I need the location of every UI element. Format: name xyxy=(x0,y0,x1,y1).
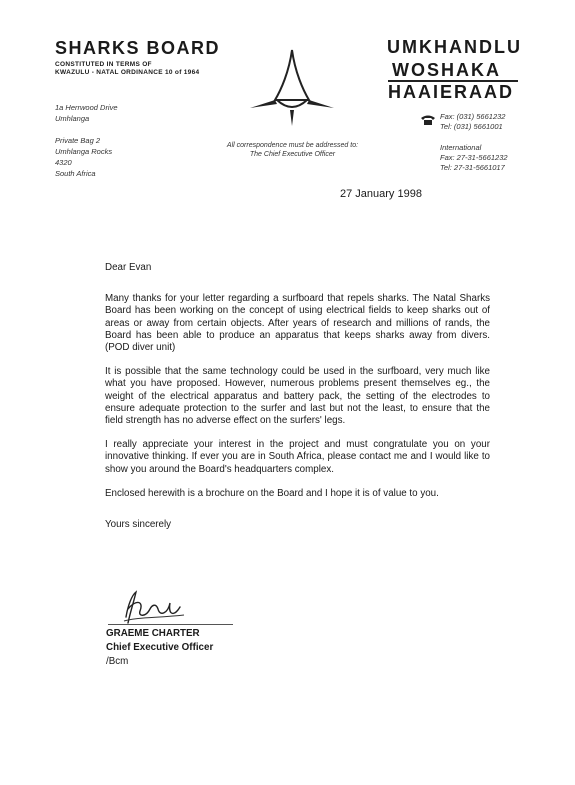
intl-tel-number: Tel: 27-31-5661017 xyxy=(440,163,505,172)
body-paragraph: It is possible that the same technology could be used in the surfboard, very much like what you have proposed. However, numerous problems present themselves eg., the weight of the electrical apparatus and battery pack, the setting of the electrodes to ensure adequate protection to the surfer and last but not the least, to ensure that the field strength has no adverse effect on the surfers' legs. xyxy=(105,366,490,427)
signature-line xyxy=(108,624,233,625)
telephone-icon xyxy=(420,114,436,126)
body-paragraph: Many thanks for your letter regarding a surfboard that repels sharks. The Natal Sharks Board has been working on the concept of using electrical fields to keep sharks out of areas or away from certain objects. After years of research and millions of rands, the Board has been able to produce an apparatus that keeps sharks away from divers. (POD diver unit) xyxy=(105,293,490,354)
letter-date: 27 January 1998 xyxy=(340,188,422,200)
address-block xyxy=(55,102,118,179)
international-label: International xyxy=(440,143,482,152)
body-paragraph: I really appreciate your interest in the project and must congratulate you on your innovative thinking. If ever you are in South Africa, please contact me and I would like to show you around the Board's headquarters complex. xyxy=(105,439,490,475)
zulu-name-line-2: WOSHAKA xyxy=(392,60,501,80)
signer-title: Chief Executive Officer xyxy=(106,642,214,653)
closing: Yours sincerely xyxy=(105,519,172,531)
address-line xyxy=(55,124,118,135)
correspondence-line-2: The Chief Executive Officer xyxy=(249,151,336,158)
tel-number: Tel: (031) 5661001 xyxy=(440,122,503,131)
shark-fin-logo xyxy=(247,42,337,127)
contact-block xyxy=(440,112,505,132)
salutation: Dear Evan xyxy=(105,262,152,273)
correspondence-line-1: All correspondence must be addressed to: xyxy=(226,142,359,149)
address-line: 4320 xyxy=(55,158,72,167)
correspondence-note xyxy=(220,141,365,159)
letter-body xyxy=(105,262,490,543)
address-line: Umhlanga Rocks xyxy=(55,147,113,156)
address-line: South Africa xyxy=(55,169,96,178)
constituted-line-2: KWAZULU - NATAL ORDINANCE 10 of 1964 xyxy=(55,69,200,76)
constituted-line-1: CONSTITUTED IN TERMS OF xyxy=(55,61,152,68)
address-line: Private Bag 2 xyxy=(55,136,101,145)
reference-initials: /Bcm xyxy=(106,656,129,667)
signer-name: GRAEME CHARTER xyxy=(106,628,200,639)
signer-block xyxy=(106,627,213,669)
zulu-name-line-1: UMKHANDLU xyxy=(387,37,522,57)
intl-fax-number: Fax: 27-31-5661232 xyxy=(440,153,508,162)
address-line: Umhlanga xyxy=(55,114,90,123)
international-contact xyxy=(440,143,508,173)
address-line: 1a Herrwood Drive xyxy=(55,103,118,112)
afrikaans-name: HAAIERAAD xyxy=(388,82,514,102)
org-name: SHARKS BOARD xyxy=(55,38,221,58)
handwritten-signature xyxy=(118,587,188,627)
fax-number: Fax: (031) 5661232 xyxy=(440,112,506,121)
body-paragraph: Enclosed herewith is a brochure on the Board and I hope it is of value to you. xyxy=(105,487,439,499)
